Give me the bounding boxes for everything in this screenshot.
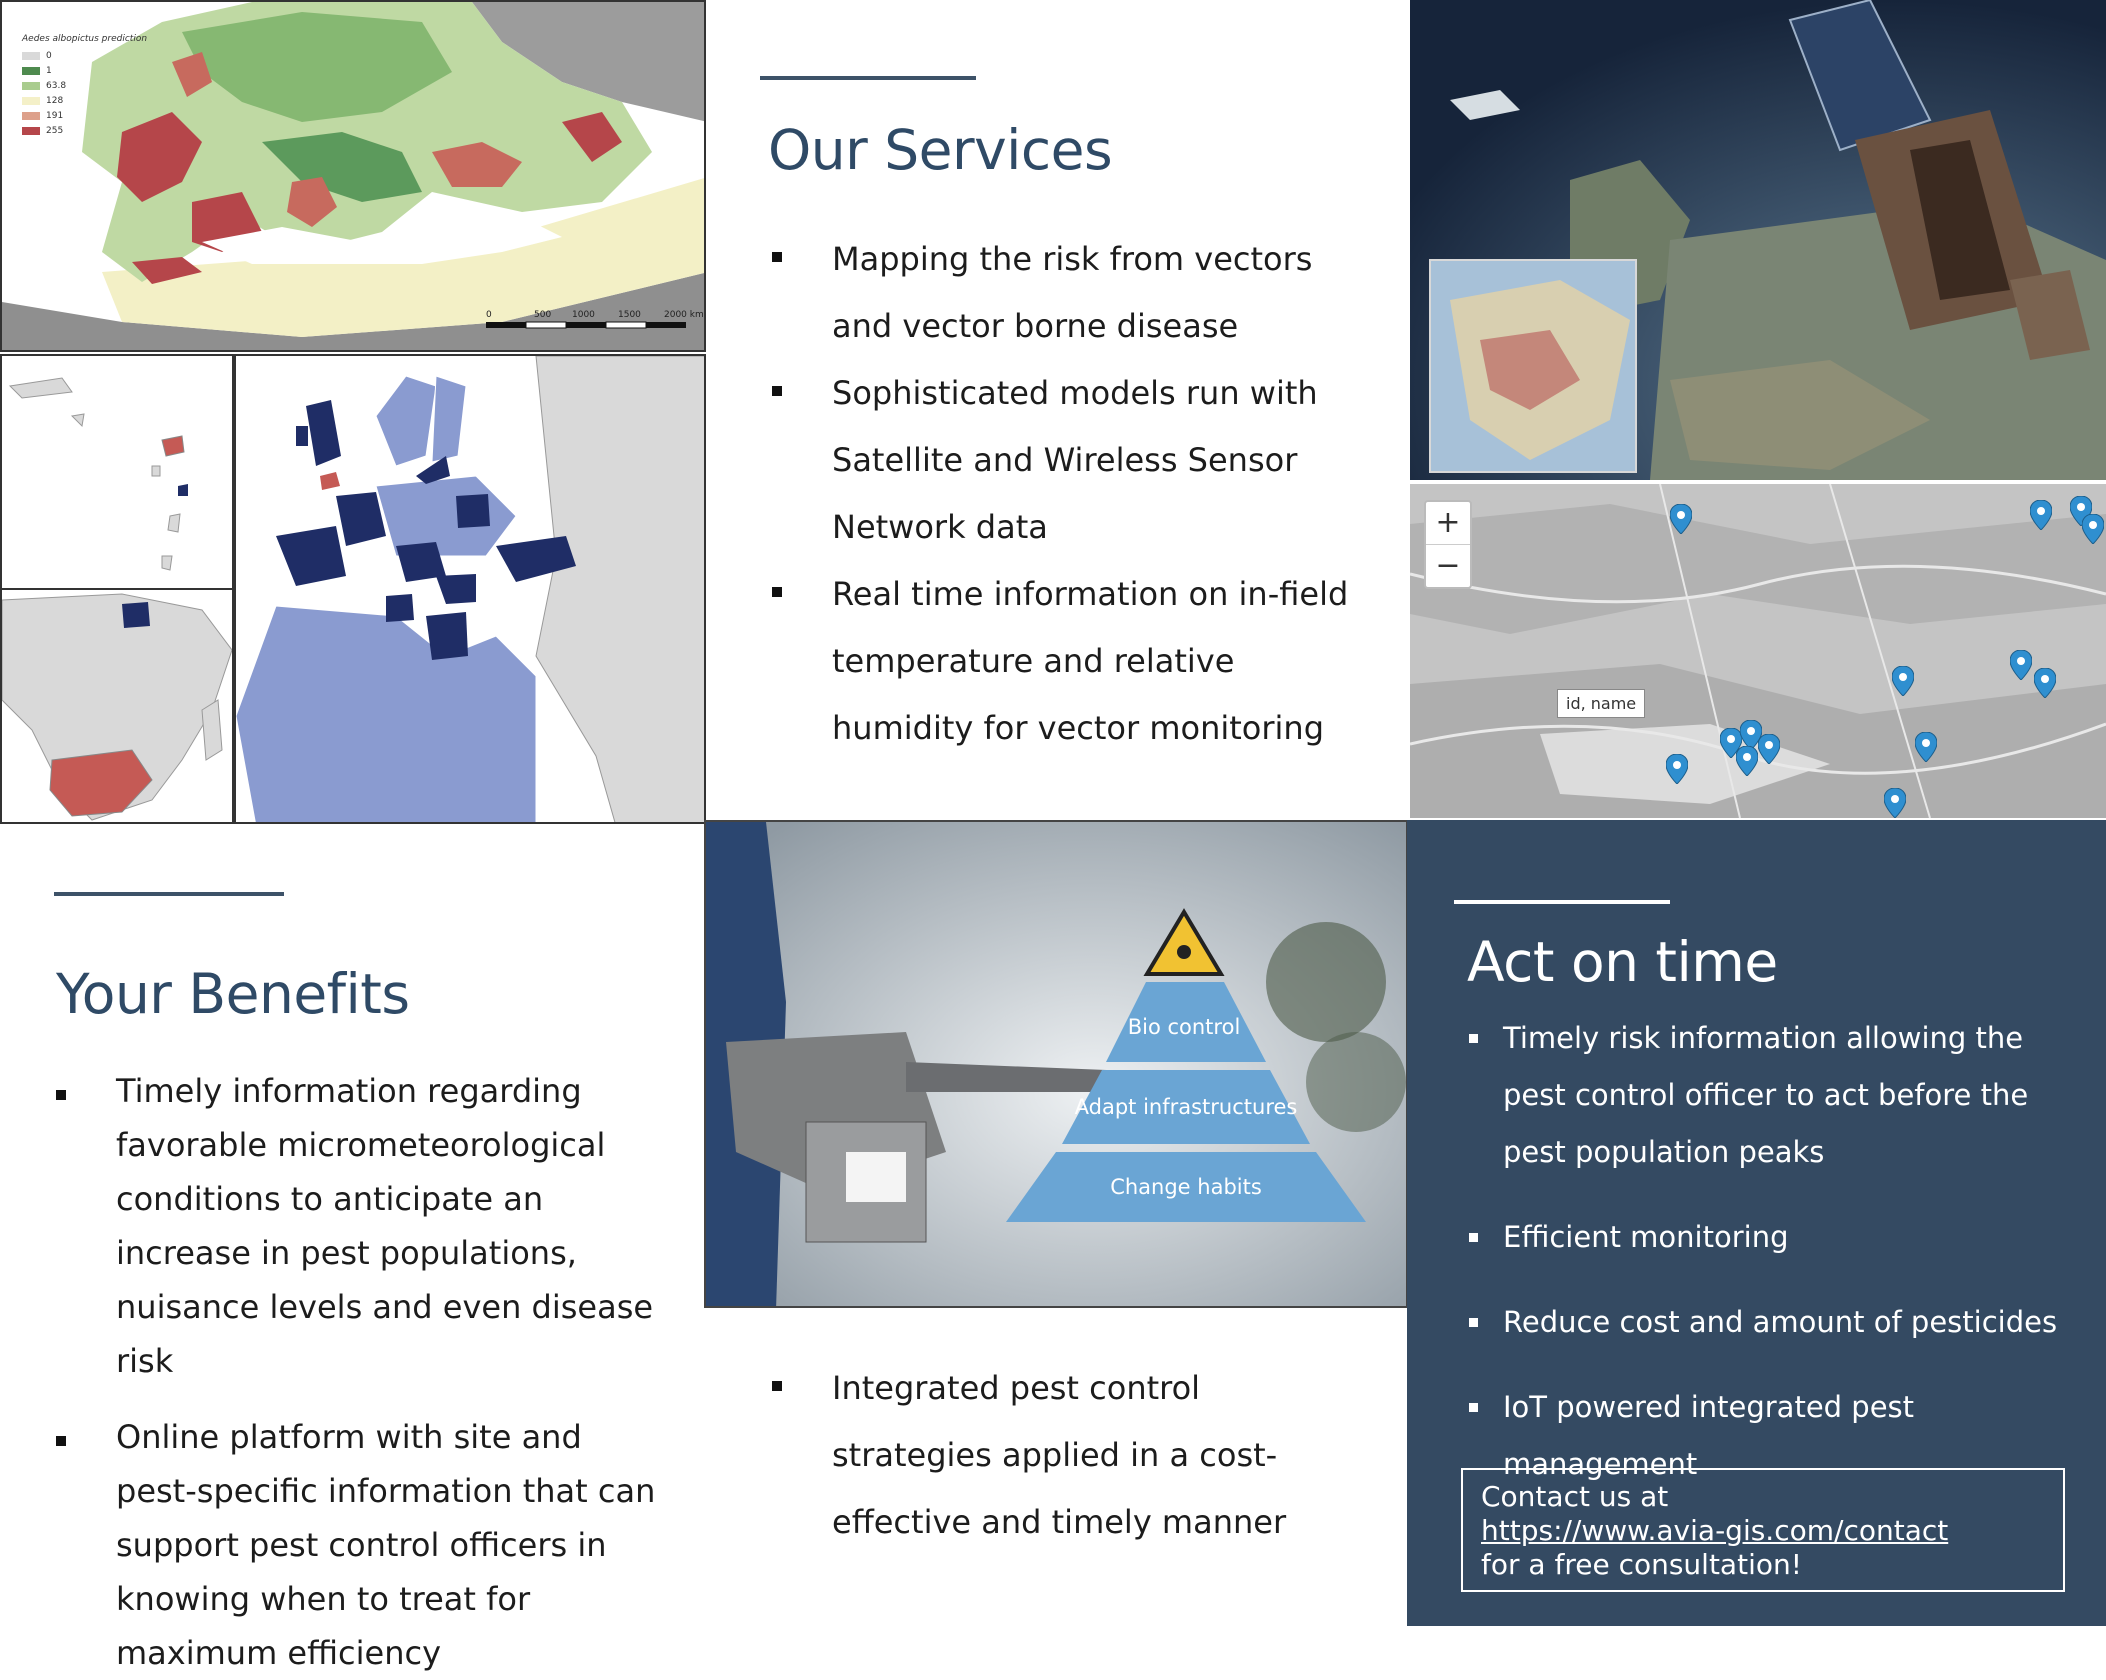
services-rule <box>760 76 976 80</box>
legend-row: 0 <box>22 48 147 63</box>
caribbean-map-graphic <box>2 356 234 590</box>
benefits-item: Online platform with site and pest-specific information that can support pest control officers in knowing when to treat for maximum efficiency <box>56 1410 656 1680</box>
map-pin-icon[interactable] <box>1884 788 1906 818</box>
act-rule <box>1454 900 1670 904</box>
map-pin-icon[interactable] <box>1758 734 1780 764</box>
caribbean-inset-map <box>0 354 234 590</box>
map-pin-icon[interactable] <box>2034 668 2056 698</box>
act-item: IoT powered integrated pest management <box>1469 1379 2069 1493</box>
contact-box <box>1461 1468 2065 1592</box>
integrated-item: Integrated pest control strategies applied in a cost-effective and timely manner <box>772 1355 1332 1556</box>
africa-map-graphic <box>2 590 234 824</box>
map-pin-icon[interactable] <box>1670 504 1692 534</box>
europe-country-map-graphic <box>236 356 706 824</box>
legend-row: 191 <box>22 108 147 123</box>
contact-line: for a free consultation! <box>1481 1548 1802 1581</box>
act-item: Efficient monitoring <box>1469 1209 2069 1266</box>
map-pin-icon[interactable] <box>2030 500 2052 530</box>
pyramid-level-label: Adapt infrastructures <box>1074 1095 1298 1119</box>
integrated-list <box>772 1355 1332 1556</box>
legend-title: Aedes albopictus prediction <box>22 34 148 44</box>
africa-inset-map <box>0 588 234 824</box>
risk-prediction-map: Aedes albopictus prediction 0 1 63.8 128 191 255 0 500 1000 1500 2000 km <box>0 0 706 352</box>
services-heading: Our Services <box>768 118 1113 182</box>
map-pin-icon[interactable] <box>1666 754 1688 784</box>
contact-link[interactable]: https://www.avia-gis.com/contact <box>1481 1514 1949 1547</box>
benefits-rule <box>54 892 284 896</box>
map-pin-icon[interactable] <box>1892 666 1914 696</box>
contact-line: Contact us at <box>1481 1480 1669 1513</box>
benefits-item: Timely information regarding favorable micrometeorological conditions to anticipate an increase in pest populations, nuisance levels and even disease risk <box>56 1064 656 1388</box>
fogging-pyramid-image <box>704 820 1408 1308</box>
map-pin-icon[interactable] <box>1736 746 1758 776</box>
satellite-graphic <box>1410 0 2106 480</box>
legend-row: 63.8 <box>22 78 147 93</box>
pyramid-level-label: Change habits <box>1110 1175 1262 1199</box>
services-item: Real time information on in-field temperature and relative humidity for vector monitoring <box>772 561 1372 762</box>
legend-row: 255 <box>22 123 147 138</box>
act-item: Reduce cost and amount of pesticides <box>1469 1294 2069 1351</box>
zoom-out-button[interactable]: − <box>1426 544 1470 587</box>
map-pin-icon[interactable] <box>1915 732 1937 762</box>
act-on-time-panel <box>1407 820 2106 1626</box>
benefits-heading: Your Benefits <box>56 962 410 1026</box>
map-pin-icon[interactable] <box>2082 514 2104 544</box>
pyramid-level-label: Bio control <box>1127 1015 1241 1039</box>
act-list <box>1469 1010 2069 1493</box>
zoom-control <box>1424 500 1472 589</box>
europe-country-map <box>234 354 706 824</box>
web-map-graphic <box>1410 484 2106 818</box>
services-list <box>772 226 1372 762</box>
act-heading: Act on time <box>1467 930 1778 994</box>
benefits-list <box>56 1064 656 1680</box>
services-item: Sophisticated models run with Satellite and Wireless Sensor Network data <box>772 360 1372 561</box>
web-map[interactable] <box>1410 484 2106 818</box>
map-pin-icon[interactable] <box>2010 650 2032 680</box>
legend-row: 1 <box>22 63 147 78</box>
map-legend <box>22 34 147 138</box>
satellite-image <box>1410 0 2106 480</box>
legend-row: 128 <box>22 93 147 108</box>
services-item: Mapping the risk from vectors and vector borne disease <box>772 226 1372 360</box>
act-item: Timely risk information allowing the pest control officer to act before the pest population peaks <box>1469 1010 2069 1181</box>
zoom-in-button[interactable]: + <box>1435 505 1461 540</box>
fogging-graphic <box>706 822 1408 1308</box>
map-popup-label: id, name <box>1557 689 1645 718</box>
